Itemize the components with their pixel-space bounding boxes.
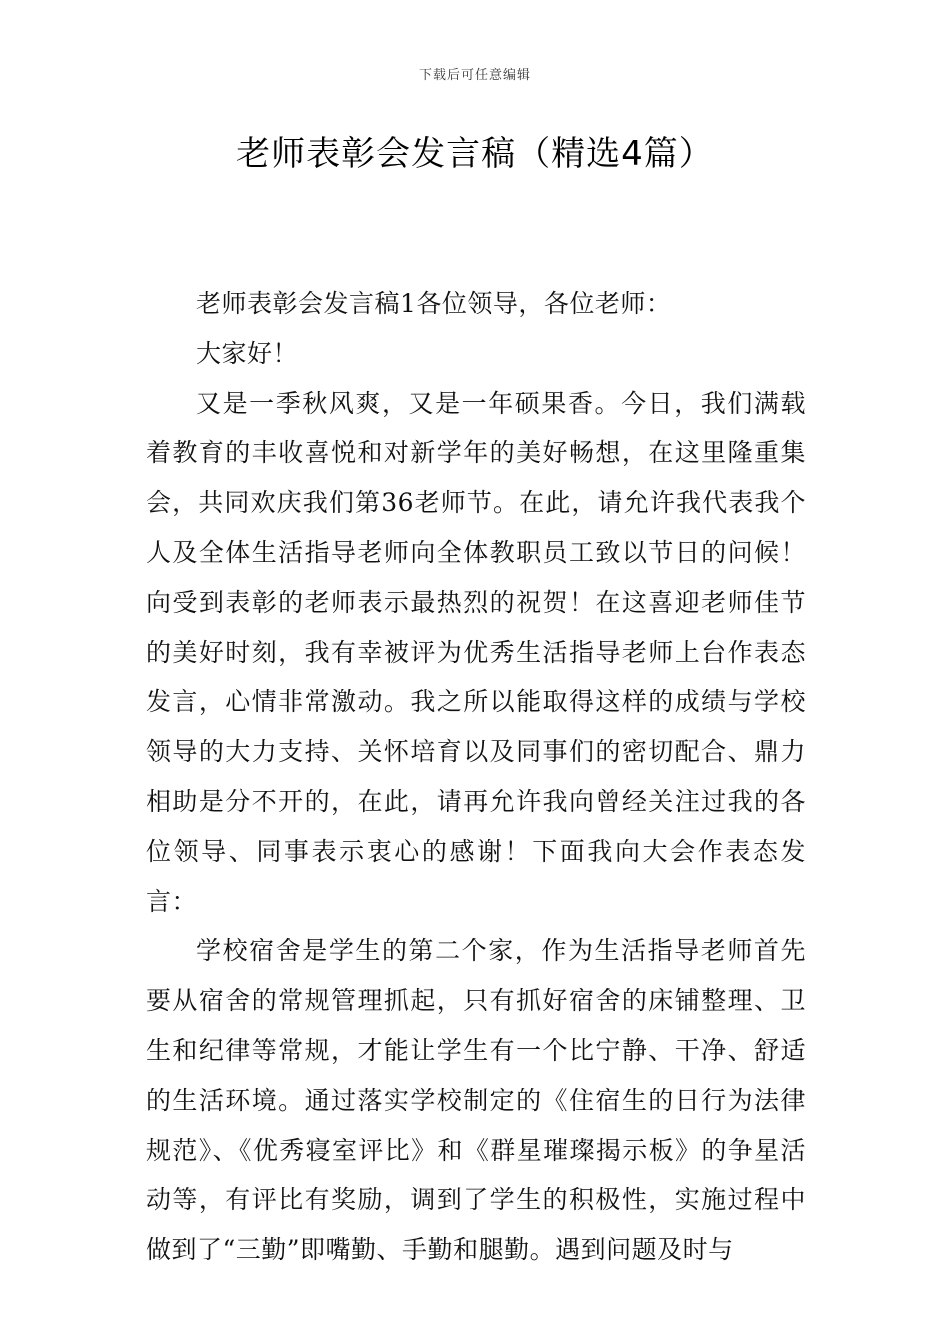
paragraph-opening: 又是一季秋风爽，又是一年硕果香。今日，我们满载着教育的丰收喜悦和对新学年的美好畅想，在这里隆重集会，共同欢庆我们第36老师节。在此，请允许我代表我个人及全体生活指导老师向全体教职员工致以节日的问候！向受到表彰的老师表示最热烈的祝贺！在这喜迎老师佳节的美好时刻，我有幸被评为优秀生活指导老师上台作表态发言，心情非常激动。我之所以能取得这样的成绩与学校领导的大力支持、关怀培育以及同事们的密切配合、鼎力相助是分不开的，在此，请再允许我向曾经关注过我的各位领导、同事表示衷心的感谢！下面我向大会作表态发言： (146, 388, 806, 916)
paragraph-dormitory: 学校宿舍是学生的第二个家，作为生活指导老师首先要从宿舍的常规管理抓起，只有抓好宿舍的床铺整理、卫生和纪律等常规，才能让学生有一个比宁静、干净、舒适的生活环境。通过落实学校制定的《住宿生的日行为法律规范》、《优秀寝室评比》和《群星璀璨揭示板》的争星活动等，有评比有奖励，调到了学生的积极性，实施过程中做到了“三勤”即嘴勤、手勤和腿勤。遇到问题及时与 (146, 936, 806, 1265)
paragraph-greeting: 大家好！ (196, 338, 299, 368)
document-title: 老师表彰会发言稿（精选4篇） (236, 134, 714, 174)
paragraph-salutation: 老师表彰会发言稿1各位领导，各位老师： (196, 289, 672, 318)
document-body (146, 279, 806, 1275)
header-note: 下载后可任意编辑 (418, 68, 531, 83)
